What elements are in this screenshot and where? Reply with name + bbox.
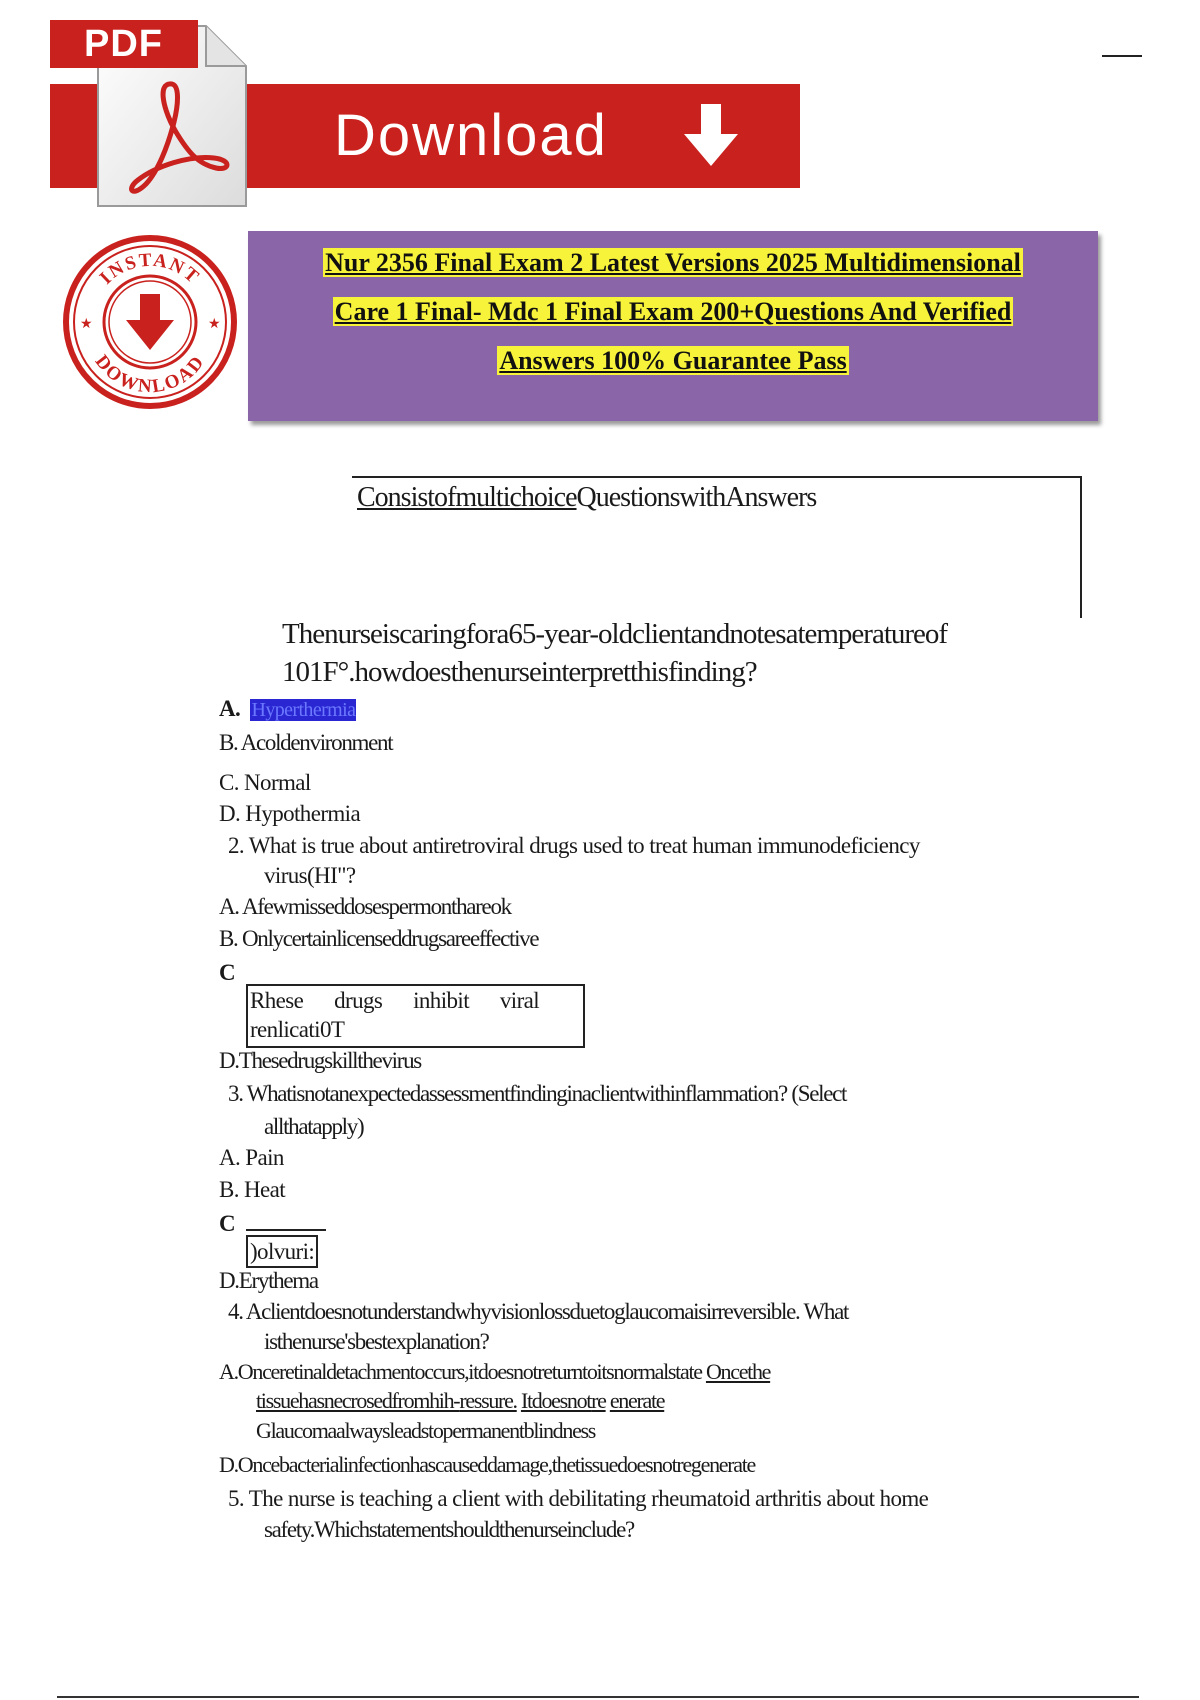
svg-text:DOWNLOAD: [91, 351, 210, 397]
stamp-bottom-text: DOWNLOAD: [90, 351, 210, 398]
q1-line-2: 101F°.howdoesthenurseinterpretthisfinding?: [282, 656, 757, 688]
corner-dash: [1102, 55, 1142, 57]
q3-line-2: allthatapply): [264, 1114, 364, 1139]
q1-answer-highlight: Hyperthermia: [251, 699, 356, 721]
stamp-arrow-icon: [126, 294, 174, 350]
q2-option-c-box: Rhese drugs inhibit viral renlicati0T: [246, 984, 585, 1048]
q3-line-1: 3. Whatisnotanexpectedassessmentfindinginaclientwithinflammation? (Select: [228, 1081, 847, 1106]
q1-line-1: Thenurseiscaringfora65-year-oldclientandnotesatemperatureof: [282, 618, 948, 650]
q2-option-c-letter: C: [219, 960, 236, 985]
title-line-2: Care 1 Final- Mdc 1 Final Exam 200+Questions And Verified: [334, 297, 1012, 326]
q5-line-1: 5. The nurse is teaching a client with debilitating rheumatoid arthritis about home: [228, 1486, 929, 1511]
stamp-top-text: INSTANT: [95, 249, 204, 289]
svg-text:★: ★: [208, 316, 221, 332]
q1-option-b: B. Acoldenvironment: [219, 730, 393, 755]
download-arrow-icon: [682, 102, 740, 173]
q3-option-b: B. Heat: [219, 1177, 286, 1202]
q2-option-d: D.Thesedrugskillthevirus: [219, 1048, 421, 1073]
page-bottom-rule: [57, 1696, 1139, 1698]
q4-option-b: tissuehasnecrosedfromhih-ressure. Itdoesnotre enerate: [256, 1388, 665, 1413]
q2-option-b: B. Onlycertainlicenseddrugsareeffective: [219, 926, 539, 951]
q2-option-a: A. Afewmisseddosespermonthareok: [219, 894, 511, 919]
q5-line-2: safety.Whichstatementshouldthenurseinclude?: [264, 1517, 634, 1542]
instant-download-stamp: [60, 232, 240, 412]
title-line-1: Nur 2356 Final Exam 2 Latest Versions 2025 Multidimensional: [325, 248, 1021, 277]
q3-option-c-letter: C: [219, 1211, 236, 1236]
q3-option-c-box: )olvuri:: [246, 1235, 318, 1268]
q4-option-a: A.Onceretinaldetachmentoccurs,itdoesnotreturntoitsnormalstate Oncethe: [219, 1359, 771, 1384]
q3-option-d: D.Erythema: [219, 1268, 318, 1293]
subtitle: ConsistofmultichoiceQuestionswithAnswers: [357, 482, 817, 513]
q3-option-a: A. Pain: [219, 1145, 284, 1170]
pdf-label: PDF: [50, 20, 198, 68]
q1-option-d: D. Hypothermia: [219, 801, 361, 826]
title-line-3: Answers 100% Guarantee Pass: [499, 346, 847, 375]
q2-line-2: virus(HI"?: [264, 863, 356, 888]
q1-option-c: C. Normal: [219, 770, 311, 795]
document-title-box: [248, 231, 1098, 421]
q4-line-1: 4. Aclientdoesnotunderstandwhyvisionlossduetoglaucomaisirreversible. What: [228, 1299, 849, 1324]
pdf-download-banner[interactable]: [50, 12, 800, 207]
svg-text:★: ★: [80, 316, 93, 332]
q1-option-a: A. Hyperthermia: [219, 696, 356, 721]
q4-option-d: D.Oncebacterialinfectionhascauseddamage,thetissuedoesnotregenerate: [219, 1452, 756, 1477]
q4-line-2: isthenurse'sbestexplanation?: [264, 1329, 489, 1354]
subtitle-right-rule: [1080, 476, 1082, 618]
q3-option-c-rule: [246, 1229, 326, 1231]
q4-option-c: Glaucomaalwaysleadstopermanentblindness: [256, 1418, 596, 1443]
download-label[interactable]: Download: [334, 103, 608, 168]
q2-line-1: 2. What is true about antiretroviral drugs used to treat human immunodeficiency: [228, 833, 920, 858]
